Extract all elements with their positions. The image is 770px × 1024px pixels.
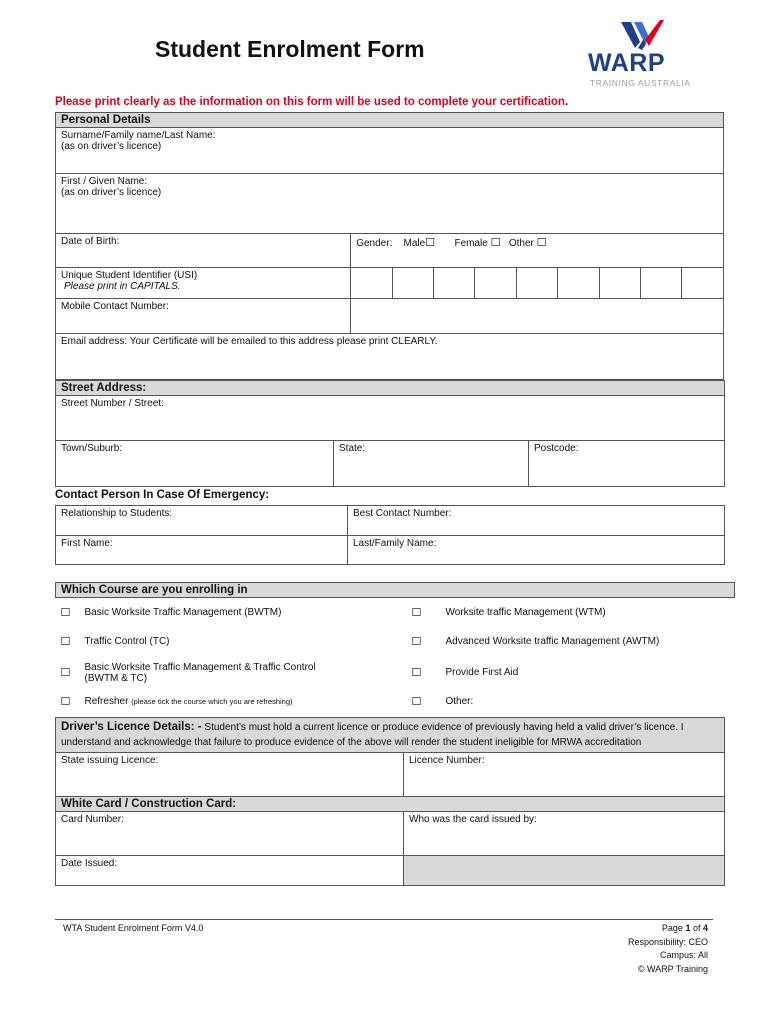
course-label-bwtm-tc-line1: Basic Worksite Traffic Management & Traffic Control [84, 661, 316, 673]
emergency-first-name-label: First Name: [61, 538, 113, 549]
licence-number-label: Licence Number: [409, 755, 485, 766]
licence-table [55, 717, 725, 886]
course-checkbox-bwtm[interactable]: ☐ [60, 606, 71, 620]
usi-field [56, 268, 351, 299]
usi-label: Unique Student Identifier (USI) [61, 270, 198, 281]
surname-field[interactable] [56, 128, 724, 174]
course-table [55, 582, 735, 714]
relationship-label: Relationship to Students: [61, 508, 173, 519]
postcode-field[interactable] [529, 441, 725, 487]
warp-check-icon [588, 18, 708, 52]
course-label-first-aid: Provide First Aid [445, 667, 519, 678]
emergency-header: Contact Person In Case Of Emergency: [55, 489, 270, 501]
email-label: Email address: Your Certificate will be emailed to this address please print CLEARLY. [61, 336, 438, 347]
usi-box[interactable] [516, 268, 557, 299]
usi-box[interactable] [434, 268, 475, 299]
card-number-label: Card Number: [61, 814, 124, 825]
dob-label: Date of Birth: [61, 236, 120, 247]
course-label-refresher [80, 690, 407, 714]
course-label-bwtm: Basic Worksite Traffic Management (BWTM) [84, 607, 282, 619]
street-label: Street Number / Street: [61, 398, 164, 409]
issued-by-field[interactable] [404, 812, 725, 856]
usi-box[interactable] [641, 268, 682, 299]
relationship-field[interactable] [56, 506, 348, 536]
logo-subtitle: TRAINING AUSTRALIA [590, 78, 691, 88]
issued-by-label: Who was the card issued by: [409, 814, 537, 825]
white-card-header: White Card / Construction Card: [56, 797, 725, 812]
course-label-bwtm-tc [80, 656, 407, 690]
course-label-refresher-note: (please tick the course which you are refreshing) [131, 697, 293, 706]
date-issued-label: Date Issued: [61, 858, 118, 869]
usi-note: Please print in CAPITALS. [64, 281, 181, 292]
usi-box[interactable] [558, 268, 599, 299]
licence-header: Driver’s Licence Details: - [61, 721, 202, 733]
warp-logo [588, 18, 708, 88]
gender-female-checkbox[interactable]: ☐ [490, 236, 501, 249]
surname-note: (as on driver’s licence) [61, 141, 162, 152]
gender-field [351, 234, 724, 268]
state-label: State: [339, 443, 366, 454]
usi-box[interactable] [392, 268, 433, 299]
course-header: Which Course are you enrolling in [56, 583, 735, 598]
postcode-label: Postcode: [534, 443, 579, 454]
town-label: Town/Suburb: [61, 443, 123, 454]
card-number-field[interactable] [56, 812, 404, 856]
usi-box[interactable] [351, 268, 392, 299]
page-number: Page 1 of 4 [661, 923, 708, 933]
email-field[interactable] [56, 334, 724, 380]
course-checkbox-wtm[interactable]: ☐ [411, 606, 422, 620]
town-field[interactable] [56, 441, 334, 487]
gender-male-checkbox[interactable]: ☐ [425, 236, 436, 249]
best-contact-field[interactable] [348, 506, 725, 536]
date-issued-shaded-cell [404, 856, 725, 886]
dob-field[interactable] [56, 234, 351, 268]
course-checkbox-tc[interactable]: ☐ [60, 635, 71, 648]
date-issued-field[interactable] [56, 856, 404, 886]
gender-other-checkbox[interactable]: ☐ [536, 236, 547, 249]
course-label-tc: Traffic Control (TC) [84, 636, 170, 647]
notice-dot: . [564, 96, 569, 108]
footer-form-version: WTA Student Enrolment Form V4.0 [63, 923, 204, 933]
course-label-other: Other: [445, 696, 474, 707]
course-checkbox-first-aid[interactable]: ☐ [411, 666, 422, 679]
surname-label: Surname/Family name/Last Name: [61, 130, 216, 141]
first-name-label: First / Given Name: [61, 176, 148, 187]
mobile-input[interactable] [351, 299, 724, 334]
licence-number-field[interactable] [404, 753, 725, 797]
licence-header-text: Student’s must hold a current licence or produce evidence of previously having held a valid driver’s licence. I understand and acknowledge that failure to produce evidence of the above will render the student ineligible for MRWA accreditation [61, 722, 684, 748]
footer-responsibility: Responsibility: CEO [627, 936, 708, 947]
gender-male-label: Male [403, 238, 426, 249]
first-name-note: (as on driver’s licence) [61, 187, 162, 198]
mobile-label-cell [56, 299, 351, 334]
course-label-bwtm-tc-line2: (BWTM & TC) [84, 672, 148, 684]
usi-box[interactable] [475, 268, 516, 299]
course-label-awtm: Advanced Worksite traffic Management (AWTM) [445, 636, 660, 647]
course-checkbox-bwtm-tc[interactable]: ☐ [60, 666, 71, 679]
footer-copyright: © WARP Training [637, 963, 708, 974]
emergency-table [55, 505, 725, 565]
street-address-header: Street Address: [56, 381, 725, 396]
gender-label: Gender: [356, 238, 393, 249]
best-contact-label: Best Contact Number: [353, 508, 452, 519]
course-label-refresher-main: Refresher [84, 696, 129, 707]
licence-header-cell [56, 718, 725, 753]
form-title: Student Enrolment Form [155, 36, 425, 62]
print-clearly-notice [55, 96, 568, 108]
footer-divider [55, 919, 713, 920]
personal-details-table [55, 112, 724, 380]
emergency-last-name-field[interactable] [348, 536, 725, 565]
emergency-first-name-field[interactable] [56, 536, 348, 565]
course-checkbox-other[interactable]: ☐ [411, 695, 422, 708]
usi-box[interactable] [599, 268, 640, 299]
footer-campus: Campus: All [659, 950, 708, 960]
usi-box[interactable] [682, 268, 724, 299]
course-checkbox-awtm[interactable]: ☐ [411, 635, 422, 648]
emergency-last-name-label: Last/Family Name: [353, 538, 437, 549]
footer-info [628, 922, 708, 976]
personal-details-header: Personal Details [56, 113, 724, 128]
mobile-label: Mobile Contact Number: [61, 301, 169, 312]
gender-other-label: Other [508, 238, 534, 249]
street-field[interactable] [56, 396, 725, 441]
first-name-field[interactable] [56, 174, 724, 234]
logo-wordmark: WARP [588, 49, 665, 77]
licence-state-label: State issuing Licence: [61, 755, 159, 766]
street-address-table [55, 380, 725, 487]
course-checkbox-refresher[interactable]: ☐ [60, 695, 71, 708]
notice-text: Please print clearly as the information on this form will be used to complete your certification [55, 96, 565, 108]
course-label-wtm: Worksite traffic Management (WTM) [445, 607, 606, 619]
gender-female-label: Female [454, 238, 488, 249]
state-field[interactable] [334, 441, 529, 487]
licence-state-field[interactable] [56, 753, 404, 797]
